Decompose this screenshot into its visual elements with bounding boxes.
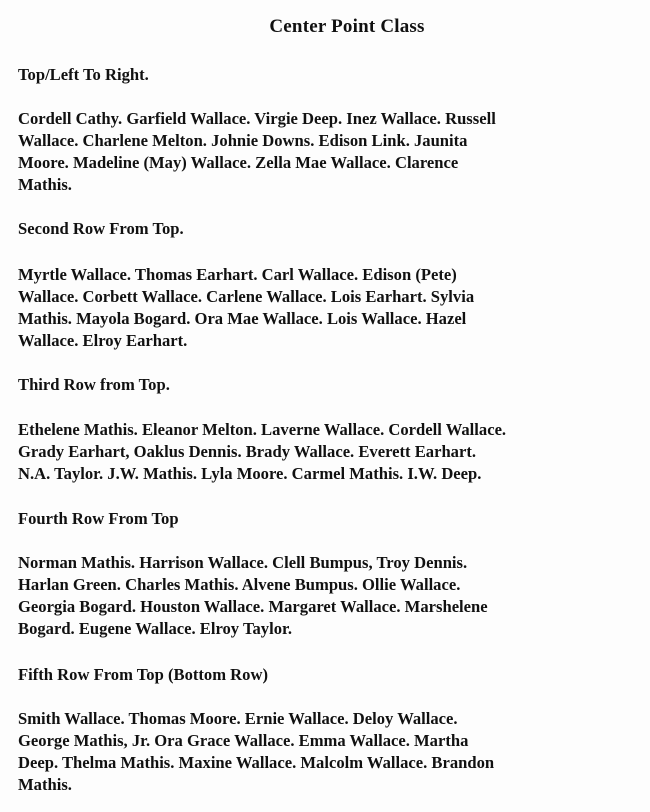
document-title: Center Point Class: [269, 16, 425, 37]
section-heading-third-row: Third Row from Top.: [18, 375, 170, 394]
section-names-fourth-row: [18, 552, 618, 640]
names-line: Moore. Madeline (May) Wallace. Zella Mae Wallace. Clarence: [18, 153, 459, 172]
names-line: Myrtle Wallace. Thomas Earhart. Carl Wallace. Edison (Pete): [18, 265, 457, 284]
names-line: Bogard. Eugene Wallace. Elroy Taylor.: [18, 619, 292, 638]
names-line: George Mathis, Jr. Ora Grace Wallace. Emma Wallace. Martha: [18, 731, 469, 750]
section-heading-second-row: Second Row From Top.: [18, 219, 184, 238]
section-heading-fourth-row: Fourth Row From Top: [18, 509, 179, 528]
names-line: Mathis. Mayola Bogard. Ora Mae Wallace. Lois Wallace. Hazel: [18, 309, 467, 328]
names-line: Cordell Cathy. Garfield Wallace. Virgie Deep. Inez Wallace. Russell: [18, 109, 496, 128]
section-heading-top-row: Top/Left To Right.: [18, 65, 149, 84]
names-line: Deep. Thelma Mathis. Maxine Wallace. Malcolm Wallace. Brandon: [18, 753, 495, 772]
section-names-third-row: [18, 419, 618, 485]
names-line: Ethelene Mathis. Eleanor Melton. Laverne Wallace. Cordell Wallace.: [18, 420, 507, 439]
section-names-fifth-row: [18, 708, 618, 796]
section-names-second-row: [18, 264, 618, 352]
section-heading-fifth-row: Fifth Row From Top (Bottom Row): [18, 665, 268, 684]
names-line: Grady Earhart, Oaklus Dennis. Brady Wallace. Everett Earhart.: [18, 442, 477, 461]
names-line: Wallace. Charlene Melton. Johnie Downs. Edison Link. Jaunita: [18, 131, 468, 150]
names-line: N.A. Taylor. J.W. Mathis. Lyla Moore. Carmel Mathis. I.W. Deep.: [18, 464, 482, 483]
names-line: Norman Mathis. Harrison Wallace. Clell Bumpus, Troy Dennis.: [18, 553, 468, 572]
names-line: Wallace. Corbett Wallace. Carlene Wallace. Lois Earhart. Sylvia: [18, 287, 475, 306]
names-line: Wallace. Elroy Earhart.: [18, 331, 188, 350]
names-line: Smith Wallace. Thomas Moore. Ernie Wallace. Deloy Wallace.: [18, 709, 458, 728]
section-names-top-row: [18, 108, 618, 196]
names-line: Mathis.: [18, 175, 72, 194]
names-line: Harlan Green. Charles Mathis. Alvene Bumpus. Ollie Wallace.: [18, 575, 461, 594]
names-line: Georgia Bogard. Houston Wallace. Margaret Wallace. Marshelene: [18, 597, 488, 616]
names-line: Mathis.: [18, 775, 72, 794]
